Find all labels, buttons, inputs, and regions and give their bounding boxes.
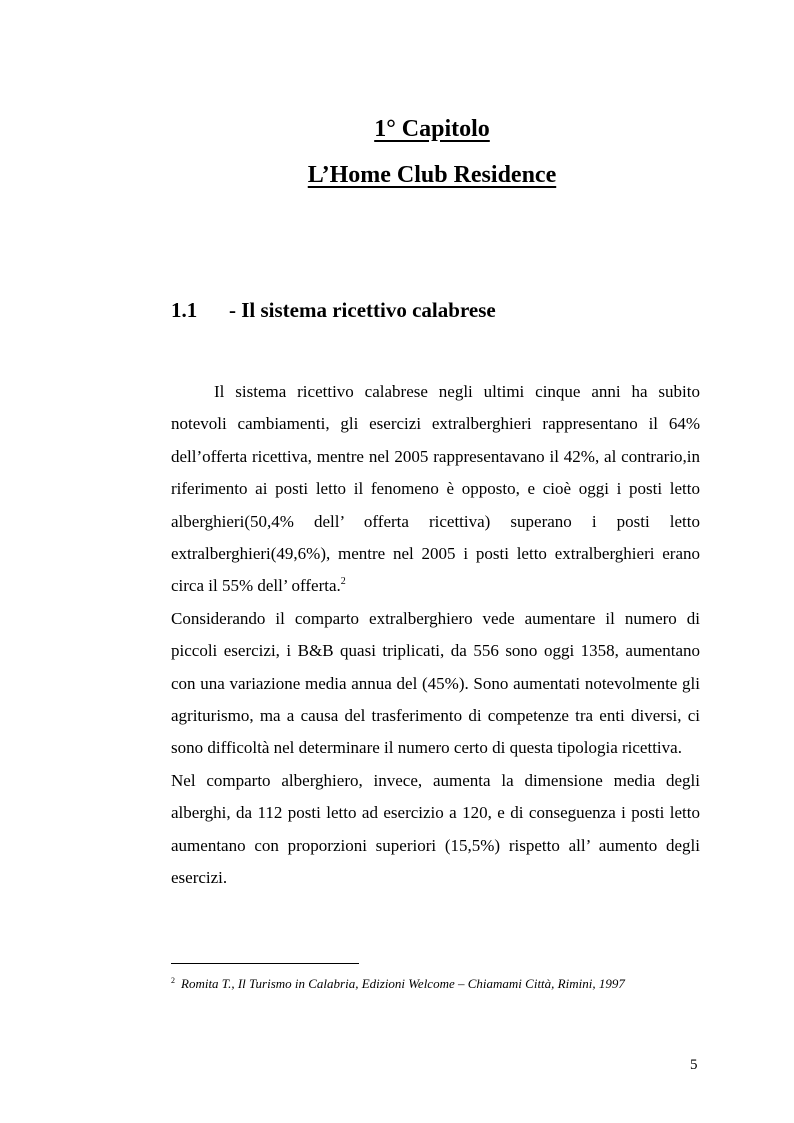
footnote-text: Romita T., Il Turismo in Calabria, Edizioni Welcome – Chiamami Città, Rimini, 1997: [181, 976, 625, 991]
paragraph-1: [171, 376, 700, 603]
footnote-reference: 2: [340, 576, 346, 588]
footnote-marker: 2: [171, 976, 175, 985]
body-text: [171, 376, 700, 895]
paragraph-2: Considerando il comparto extralberghiero vede aumentare il numero di piccoli esercizi, i B&B quasi triplicati, da 556 sono oggi 1358, aumentano con una variazione media annua del (45%). Sono aumentati notevolmente gli agriturismo, ma a causa del trasferimento di competenze tra enti diversi, ci sono difficoltà nel determinare il numero certo di questa tipologia ricettiva.: [171, 608, 700, 758]
section-heading: [171, 298, 496, 323]
footnote: [171, 975, 700, 992]
paragraph-1-text: Il sistema ricettivo calabrese negli ultimi cinque anni ha subito notevoli cambiamenti, gli esercizi extralberghieri rappresentano il 64% dell’offerta ricettiva, mentre nel 2005 rappresentavano il 42%, al contrario,in riferimento ai posti letto il fenomeno è opposto, e cioè oggi i posti letto alberghieri(50,4% dell’ offerta ricettiva) superano i posti letto extralberghieri(49,6%), mentre nel 2005 i posti letto extralberghieri erano circa il 55% dell’ offerta.: [171, 382, 700, 596]
chapter-title: L’Home Club Residence: [307, 162, 557, 188]
section-number: 1.1: [171, 298, 198, 322]
section-title: - Il sistema ricettivo calabrese: [229, 298, 496, 322]
chapter-number: 1° Capitolo: [374, 116, 490, 142]
paragraph-3: Nel comparto alberghiero, invece, aumenta la dimensione media degli alberghi, da 112 posti letto ad esercizio a 120, e di conseguenza i posti letto aumentano con proporzioni superiori (15,5%) rispetto all’ aumento degli esercizi.: [171, 770, 700, 888]
page-number: 5: [690, 1057, 698, 1073]
footnote-separator: [171, 963, 359, 964]
